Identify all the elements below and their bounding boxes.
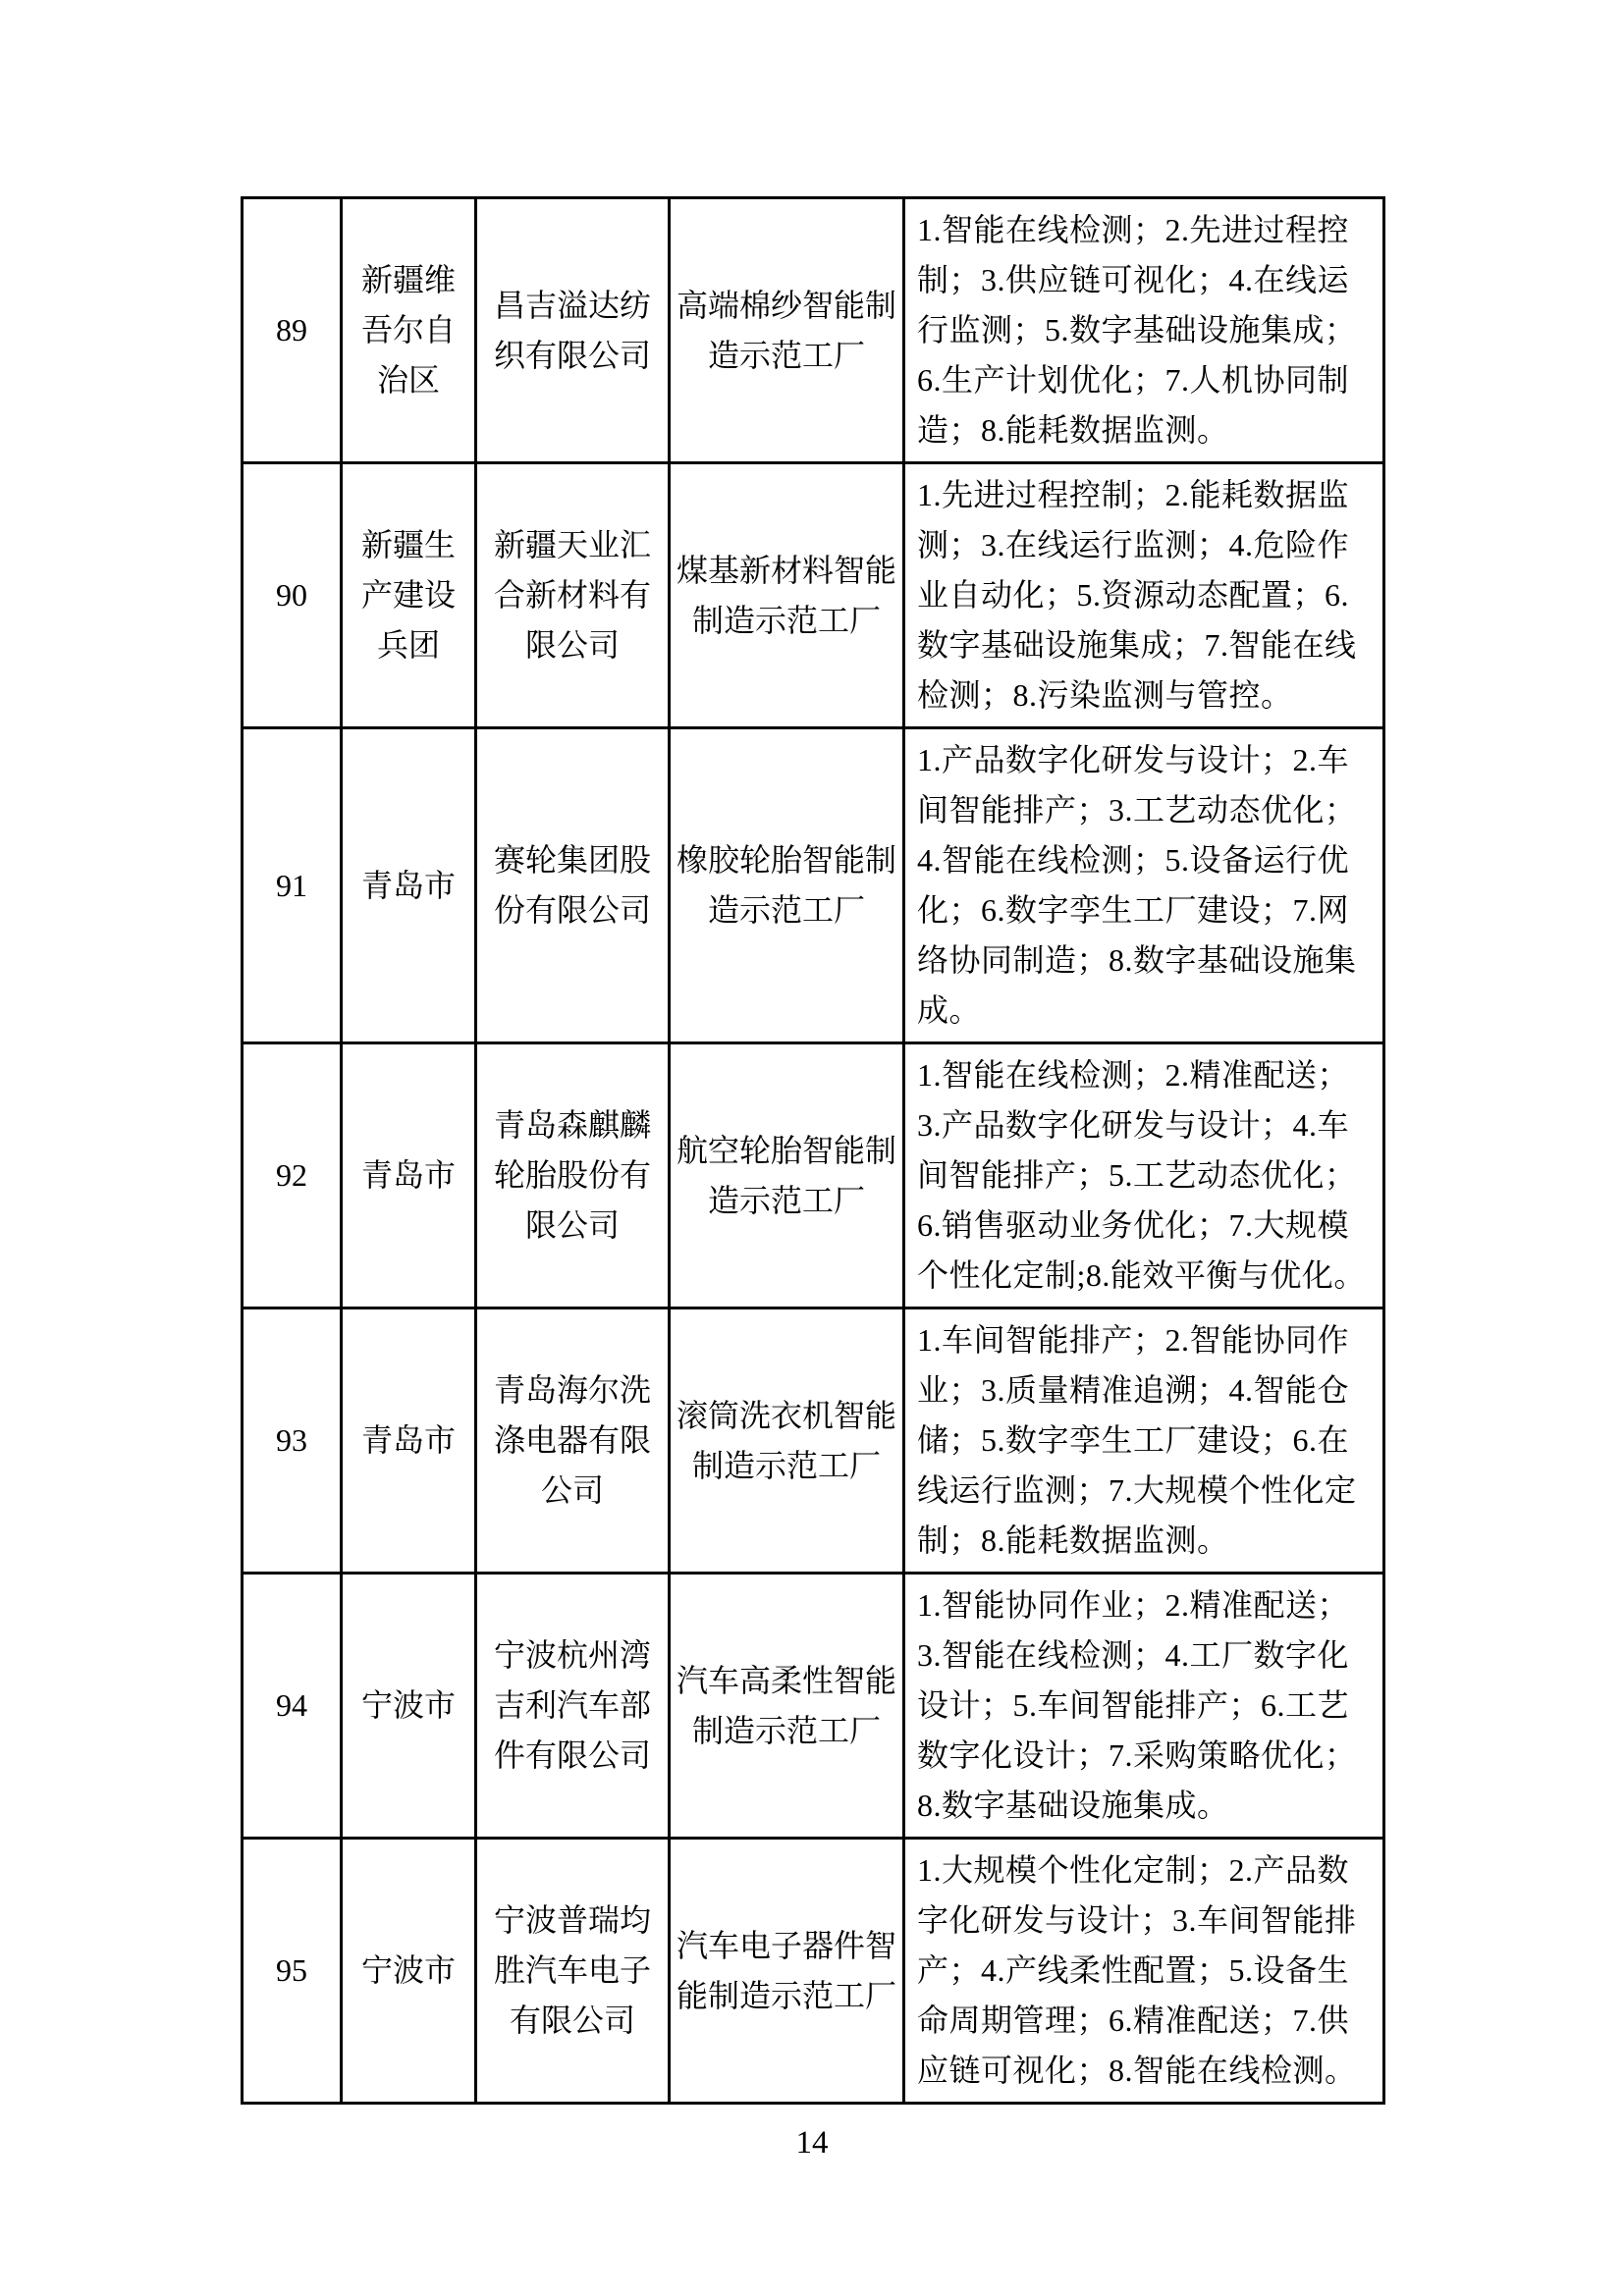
region-cell: 青岛市 [342, 1308, 476, 1574]
features-cell: 1.车间智能排产；2.智能协同作业；3.质量精准追溯；4.智能仓储；5.数字孪生工厂建设；6.在线运行监测；7.大规模个性化定制；8.能耗数据监测。 [904, 1308, 1384, 1574]
company-cell: 昌吉溢达纺织有限公司 [476, 198, 670, 463]
features-cell: 1.大规模个性化定制；2.产品数字化研发与设计；3.车间智能排产；4.产线柔性配置；5.设备生命周期管理；6.精准配送；7.供应链可视化；8.智能在线检测。 [904, 1839, 1384, 2104]
features-cell: 1.智能协同作业；2.精准配送；3.智能在线检测；4.工厂数字化设计；5.车间智能排产；6.工艺数字化设计；7.采购策略优化；8.数字基础设施集成。 [904, 1574, 1384, 1839]
region-cell: 青岛市 [342, 1043, 476, 1308]
features-cell: 1.先进过程控制；2.能耗数据监测；3.在线运行监测；4.危险作业自动化；5.资源动态配置；6.数字基础设施集成；7.智能在线检测；8.污染监测与管控。 [904, 463, 1384, 728]
factory-name-cell: 汽车电子器件智能制造示范工厂 [670, 1839, 904, 2104]
row-number-cell: 95 [243, 1839, 342, 2104]
factory-name-cell: 汽车高柔性智能制造示范工厂 [670, 1574, 904, 1839]
table-row [243, 728, 1384, 1043]
factory-name-cell: 煤基新材料智能制造示范工厂 [670, 463, 904, 728]
company-cell: 青岛森麒麟轮胎股份有限公司 [476, 1043, 670, 1308]
factory-name-cell: 滚筒洗衣机智能制造示范工厂 [670, 1308, 904, 1574]
factories-table [241, 196, 1385, 2105]
table-row [243, 1308, 1384, 1574]
company-cell: 青岛海尔洗涤电器有限公司 [476, 1308, 670, 1574]
row-number-cell: 91 [243, 728, 342, 1043]
company-cell: 宁波杭州湾吉利汽车部件有限公司 [476, 1574, 670, 1839]
features-cell: 1.智能在线检测；2.精准配送；3.产品数字化研发与设计；4.车间智能排产；5.工艺动态优化；6.销售驱动业务优化；7.大规模个性化定制;8.能效平衡与优化。 [904, 1043, 1384, 1308]
features-cell: 1.产品数字化研发与设计；2.车间智能排产；3.工艺动态优化；4.智能在线检测；5.设备运行优化；6.数字孪生工厂建设；7.网络协同制造；8.数字基础设施集成。 [904, 728, 1384, 1043]
row-number-cell: 94 [243, 1574, 342, 1839]
company-cell: 赛轮集团股份有限公司 [476, 728, 670, 1043]
table-row [243, 463, 1384, 728]
page-number: 14 [795, 2125, 829, 2161]
company-cell: 宁波普瑞均胜汽车电子有限公司 [476, 1839, 670, 2104]
factory-name-cell: 航空轮胎智能制造示范工厂 [670, 1043, 904, 1308]
region-cell: 宁波市 [342, 1574, 476, 1839]
region-cell: 青岛市 [342, 728, 476, 1043]
factory-name-cell: 高端棉纱智能制造示范工厂 [670, 198, 904, 463]
company-cell: 新疆天业汇合新材料有限公司 [476, 463, 670, 728]
region-cell: 新疆生产建设兵团 [342, 463, 476, 728]
table-row [243, 1839, 1384, 2104]
row-number-cell: 92 [243, 1043, 342, 1308]
row-number-cell: 90 [243, 463, 342, 728]
row-number-cell: 93 [243, 1308, 342, 1574]
region-cell: 宁波市 [342, 1839, 476, 2104]
factory-name-cell: 橡胶轮胎智能制造示范工厂 [670, 728, 904, 1043]
row-number-cell: 89 [243, 198, 342, 463]
region-cell: 新疆维吾尔自治区 [342, 198, 476, 463]
table-row [243, 1574, 1384, 1839]
table-row [243, 1043, 1384, 1308]
features-cell: 1.智能在线检测；2.先进过程控制；3.供应链可视化；4.在线运行监测；5.数字基础设施集成；6.生产计划优化；7.人机协同制造；8.能耗数据监测。 [904, 198, 1384, 463]
table-row [243, 198, 1384, 463]
